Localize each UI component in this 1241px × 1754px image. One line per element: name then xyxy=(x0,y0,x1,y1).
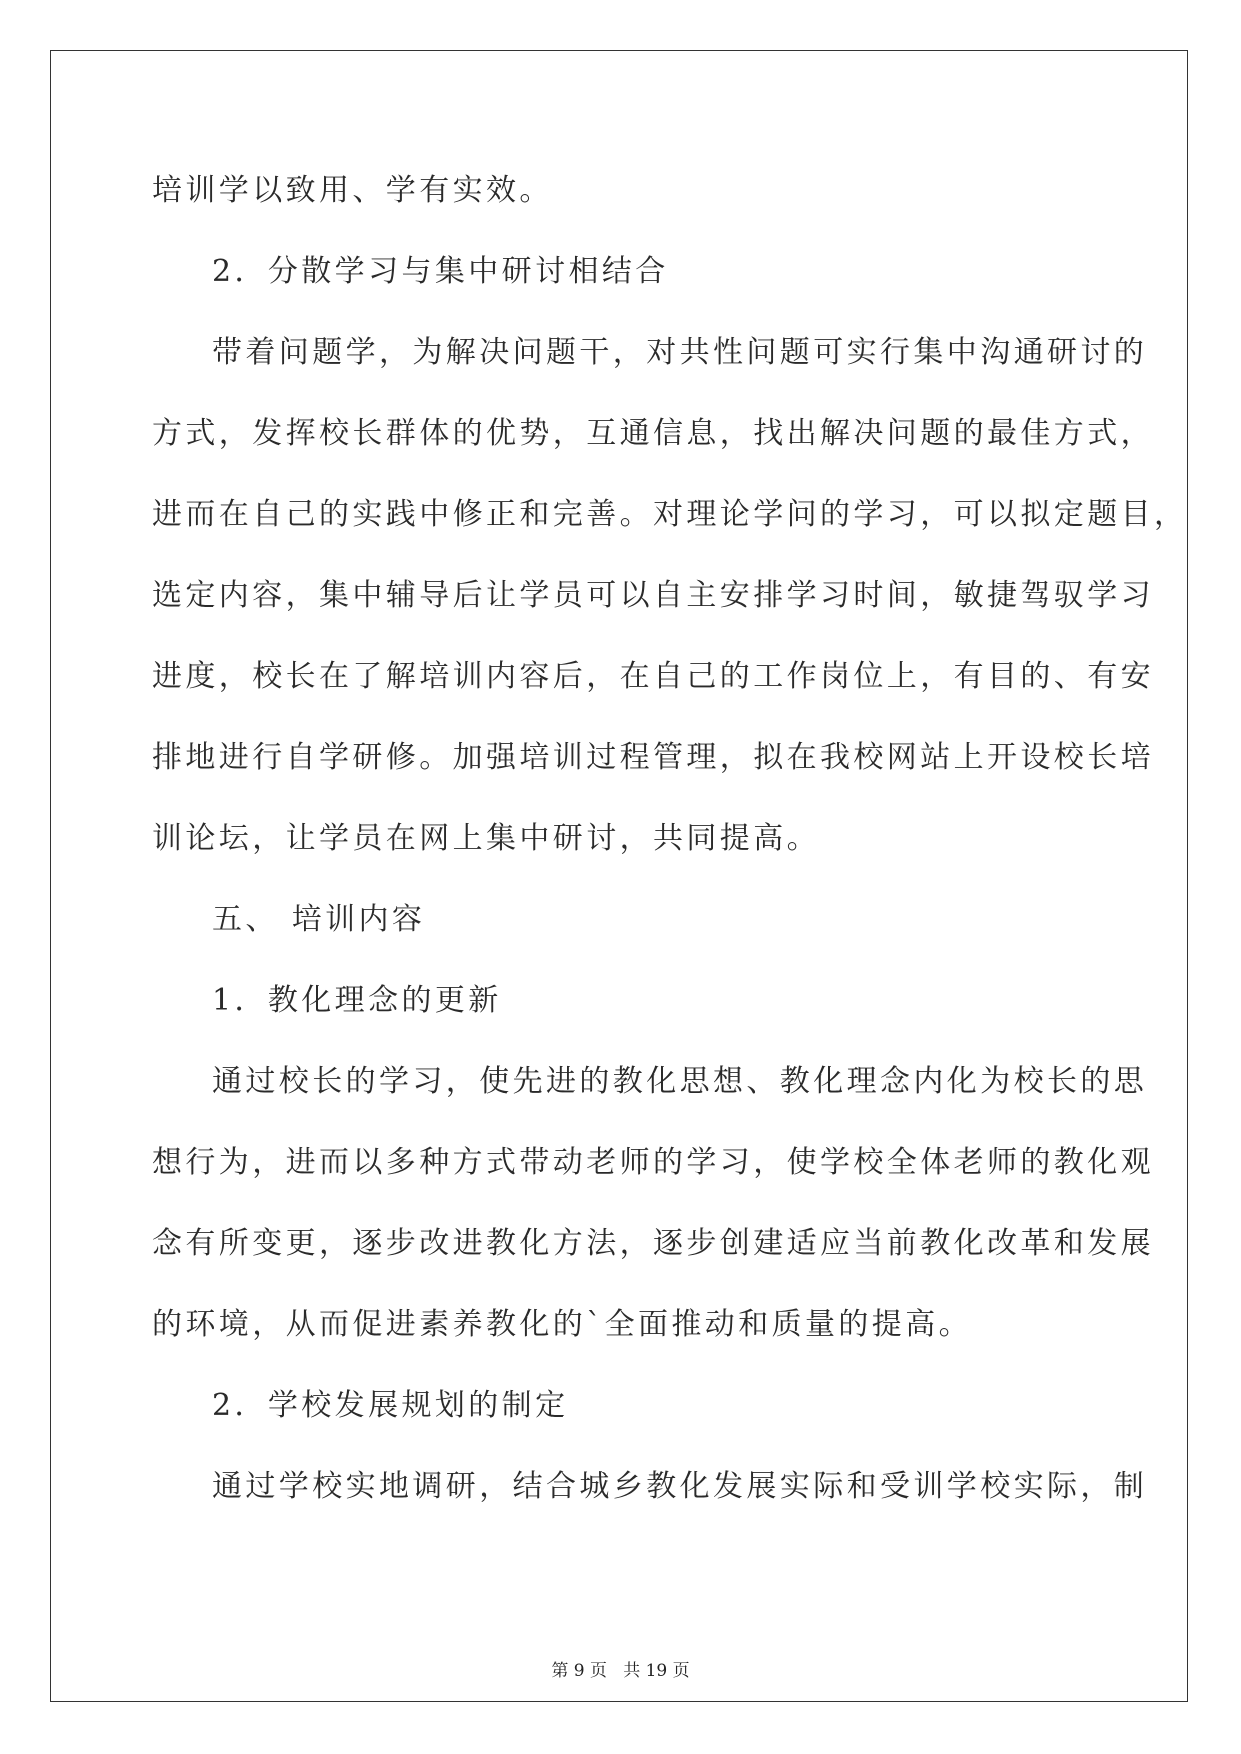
paragraph-line: 通过学校实地调研，结合城乡教化发展实际和受训学校实际，制 xyxy=(212,1469,1148,1504)
paragraph-line: 排地进行自学研修。加强培训过程管理，拟在我校网站上开设校长培 xyxy=(152,740,1154,775)
page-number-footer: 第 9 页 共 19 页 xyxy=(551,1661,690,1681)
paragraph-line: 进而在自己的实践中修正和完善。对理论学问的学习，可以拟定题目， xyxy=(152,497,1188,532)
paragraph-line: 进度，校长在了解培训内容后，在自己的工作岗位上，有目的、有安 xyxy=(152,659,1154,694)
chapter-heading: 五、 培训内容 xyxy=(212,902,426,937)
paragraph-line: 念有所变更，逐步改进教化方法，逐步创建适应当前教化改革和发展 xyxy=(152,1226,1154,1261)
paragraph-line: 带着问题学，为解决问题干，对共性问题可实行集中沟通研讨的 xyxy=(212,335,1148,370)
paragraph-line: 通过校长的学习，使先进的教化思想、教化理念内化为校长的思 xyxy=(212,1064,1148,1099)
section-heading: 2．学校发展规划的制定 xyxy=(212,1388,569,1423)
paragraph-line: 想行为，进而以多种方式带动老师的学习，使学校全体老师的教化观 xyxy=(152,1145,1154,1180)
section-heading: 2．分散学习与集中研讨相结合 xyxy=(212,254,669,289)
paragraph-line: 选定内容，集中辅导后让学员可以自主安排学习时间，敏捷驾驭学习 xyxy=(152,578,1154,613)
paragraph-line: 方式，发挥校长群体的优势，互通信息，找出解决问题的最佳方式， xyxy=(152,416,1154,451)
page-border xyxy=(50,50,1188,1702)
section-heading: 1．教化理念的更新 xyxy=(212,983,502,1018)
paragraph-line: 的环境，从而促进素养教化的`全面推动和质量的提高。 xyxy=(152,1307,972,1342)
text-line: 培训学以致用、学有实效。 xyxy=(152,173,553,208)
paragraph-line: 训论坛，让学员在网上集中研讨，共同提高。 xyxy=(152,821,820,856)
